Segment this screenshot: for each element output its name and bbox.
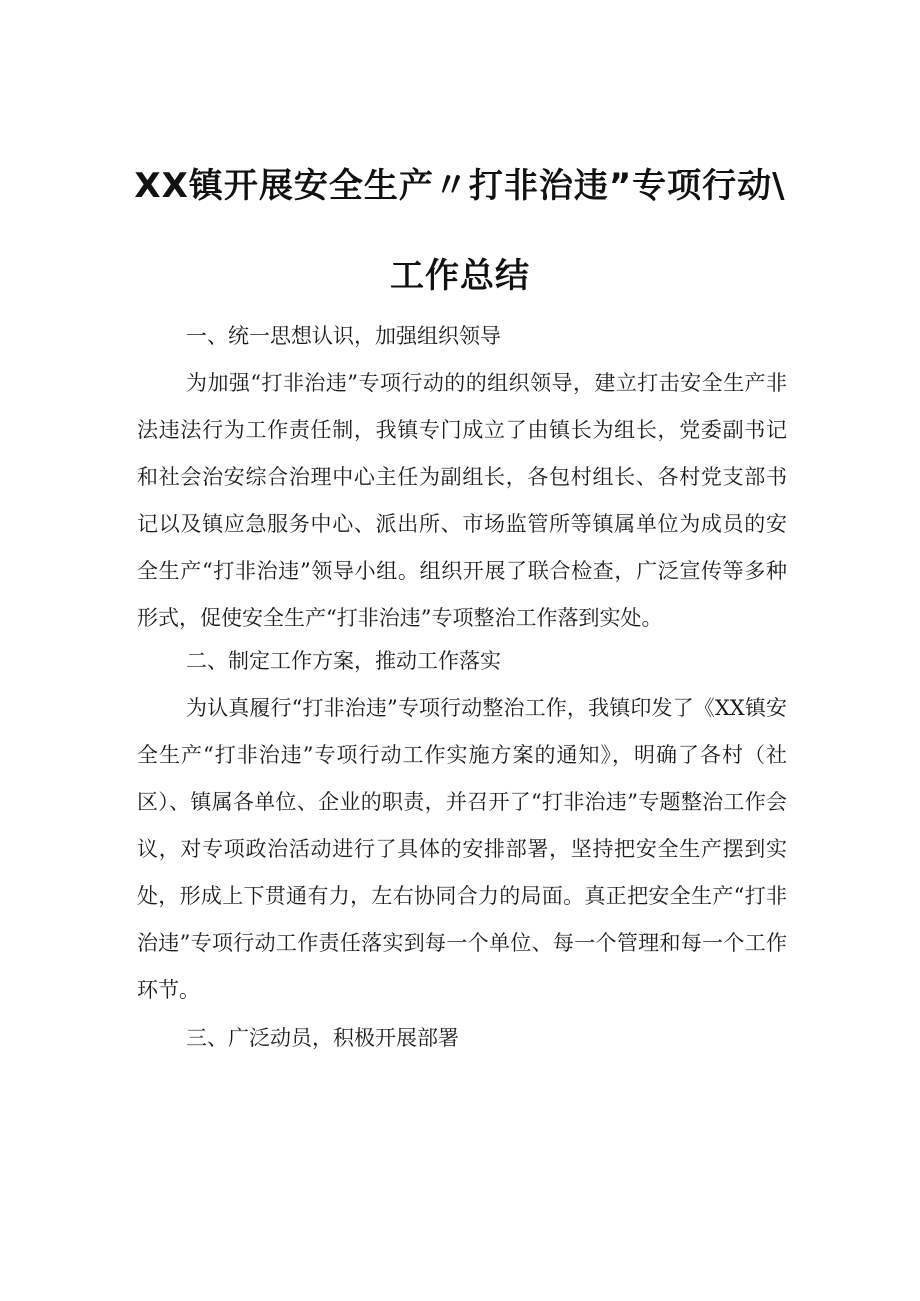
- section-heading-1: 一、统一思想认识，加强组织领导: [186, 324, 501, 348]
- section-paragraph-2: 为认真履行“打非治违”专项行动整治工作，我镇印发了《XX镇安全生产“打非治违”专项行动工作实施方案的通知》，明确了各村（社区）、镇属各单位、企业的职责，并召开了“打非治违”专题整治工作会议，对专项政治活动进行了具体的安排部署，坚持把安全生产摆到实处，形成上下贯通有力，左右协同合力的局面。真正把安全生产“打非治违”专项行动工作责任落实到每一个单位、每一个管理和每一个工作环节。: [137, 696, 787, 1002]
- section-heading-2: 二、制定工作方案，推动工作落实: [186, 649, 501, 673]
- section-heading-3: 三、广泛动员，积极开展部署: [186, 1026, 459, 1050]
- document-title-line-1: XX镇开展安全生产〃打非治违”专项行动\: [134, 166, 786, 206]
- section-paragraph-1: 为加强“打非治违”专项行动的的组织领导，建立打击安全生产非法违法行为工作责任制，我镇专门成立了由镇长为组长，党委副书记和社会治安综合治理中心主任为副组长，各包村组长、各村党支部书记以及镇应急服务中心、派出所、市场监管所等镇属单位为成员的安全生产“打非治违”领导小组。组织开展了联合检查，广泛宣传等多种形式，促使安全生产“打非治违”专项整治工作落到实处。: [137, 371, 787, 630]
- document-title-line-2: 工作总结: [390, 256, 530, 296]
